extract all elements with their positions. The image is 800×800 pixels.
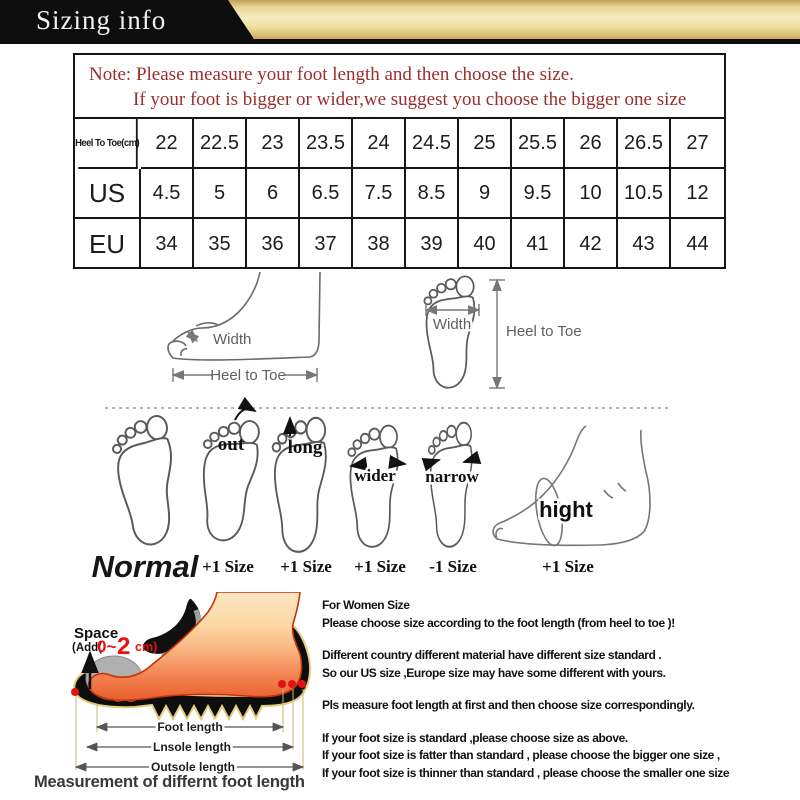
table-cell: 7.5 [353,169,406,219]
gold-ribbon [228,0,800,39]
advice-line: Please choose size according to the foot length (from heel to toe )! [322,615,675,630]
advice-line: Pls measure foot length at first and then choose size correspondingly. [322,698,695,712]
advice-line: For Women Size [322,598,410,612]
diagram-caption: Measurement of differnt foot length [34,773,305,791]
size-advice [322,597,800,782]
table-cell: 22 [141,119,194,169]
table-cell: 24 [353,119,406,169]
advice-line: Different country different material have different size standard . [322,648,662,662]
table-cell: 25.5 [512,119,565,169]
table-cell: 43 [618,219,671,269]
table-cell: 22.5 [194,119,247,169]
note-line-1: Note: Please measure your foot length and then choose the size. [89,64,574,85]
table-cell: 10.5 [618,169,671,219]
space-add-suffix: cm) [135,640,158,654]
table-cell: 26 [565,119,618,169]
table-cell: 37 [300,219,353,269]
table-cell: 6 [247,169,300,219]
sole-length-label: Heel to Toe [506,323,582,340]
side-length-label: Heel to Toe [210,367,286,384]
space-add-prefix: (Add( [72,642,103,654]
row-header-eu: EU [75,219,141,269]
table-cell: 42 [565,219,618,269]
table-cell: 6.5 [300,169,353,219]
hight-foot-drawing [493,426,650,548]
page-title: Sizing info [36,5,167,35]
size-note [75,55,724,117]
normal-label: Normal [91,549,199,584]
advice-line: So our US size ,Europe size may have some different with yours. [322,665,666,680]
table-cell: 9.5 [512,169,565,219]
space-label: Space [74,625,119,642]
size-chart-box [73,53,726,269]
advice-line: If your foot size is standard ,please choose size as above. [322,730,628,745]
insole-length-label: Lnsole length [153,740,231,754]
narrow-label: narrow [425,467,479,486]
table-cell: 41 [512,219,565,269]
wider-size-label: +1 Size [354,557,406,576]
long-size-label: +1 Size [280,557,332,576]
table-cell: 12 [671,169,724,219]
table-cell: 8.5 [406,169,459,219]
foot-length-label: Foot length [157,720,223,734]
hight-size-label: +1 Size [542,557,594,576]
size-table [75,117,724,269]
out-label: out [217,434,245,455]
table-cell: 5 [194,169,247,219]
table-cell: 40 [459,219,512,269]
out-size-label: +1 Size [202,557,254,576]
footprint-normal [110,415,182,548]
row-header-us: US [75,169,141,219]
sole-width-label: Width [432,316,472,333]
table-cell: 23 [247,119,300,169]
table-cell: 39 [406,219,459,269]
hight-label: hight [539,497,593,522]
table-cell: 9 [459,169,512,219]
table-cell: 26.5 [618,119,671,169]
row-header-heel-to-toe: Heel To Toe(cm) [78,119,137,169]
top-banner [0,0,800,44]
shoe-length-diagram [40,592,330,782]
out-arrow [235,409,255,420]
table-cell: 36 [247,219,300,269]
space-add-two: 2 [117,633,131,660]
note-line-2: If your foot is bigger or wider,we suggest you choose the bigger one size [133,89,687,110]
outsole-length-label: Outsole length [151,760,235,774]
table-cell: 23.5 [300,119,353,169]
narrow-size-label: -1 Size [429,557,477,576]
table-cell: 38 [353,219,406,269]
table-cell: 34 [141,219,194,269]
table-cell: 24.5 [406,119,459,169]
table-cell: 27 [671,119,724,169]
sole-length-arrow [489,280,505,388]
table-cell: 4.5 [141,169,194,219]
side-width-arrow [188,332,197,341]
advice-line: If your foot size is fatter than standard , please choose the bigger one size , [322,748,720,762]
side-width-label: Width [213,331,252,348]
space-add-zero: 0~ [97,637,117,656]
table-cell: 10 [565,169,618,219]
wider-label: wider [354,466,396,485]
table-cell: 44 [686,232,709,255]
advice-line: If your foot size is thinner than standard , please choose the smaller one size [322,765,730,780]
long-label: long [287,437,323,458]
foot-diagrams [0,268,800,592]
table-cell: 25 [459,119,512,169]
table-cell: 35 [194,219,247,269]
footprint-wider [348,426,397,547]
